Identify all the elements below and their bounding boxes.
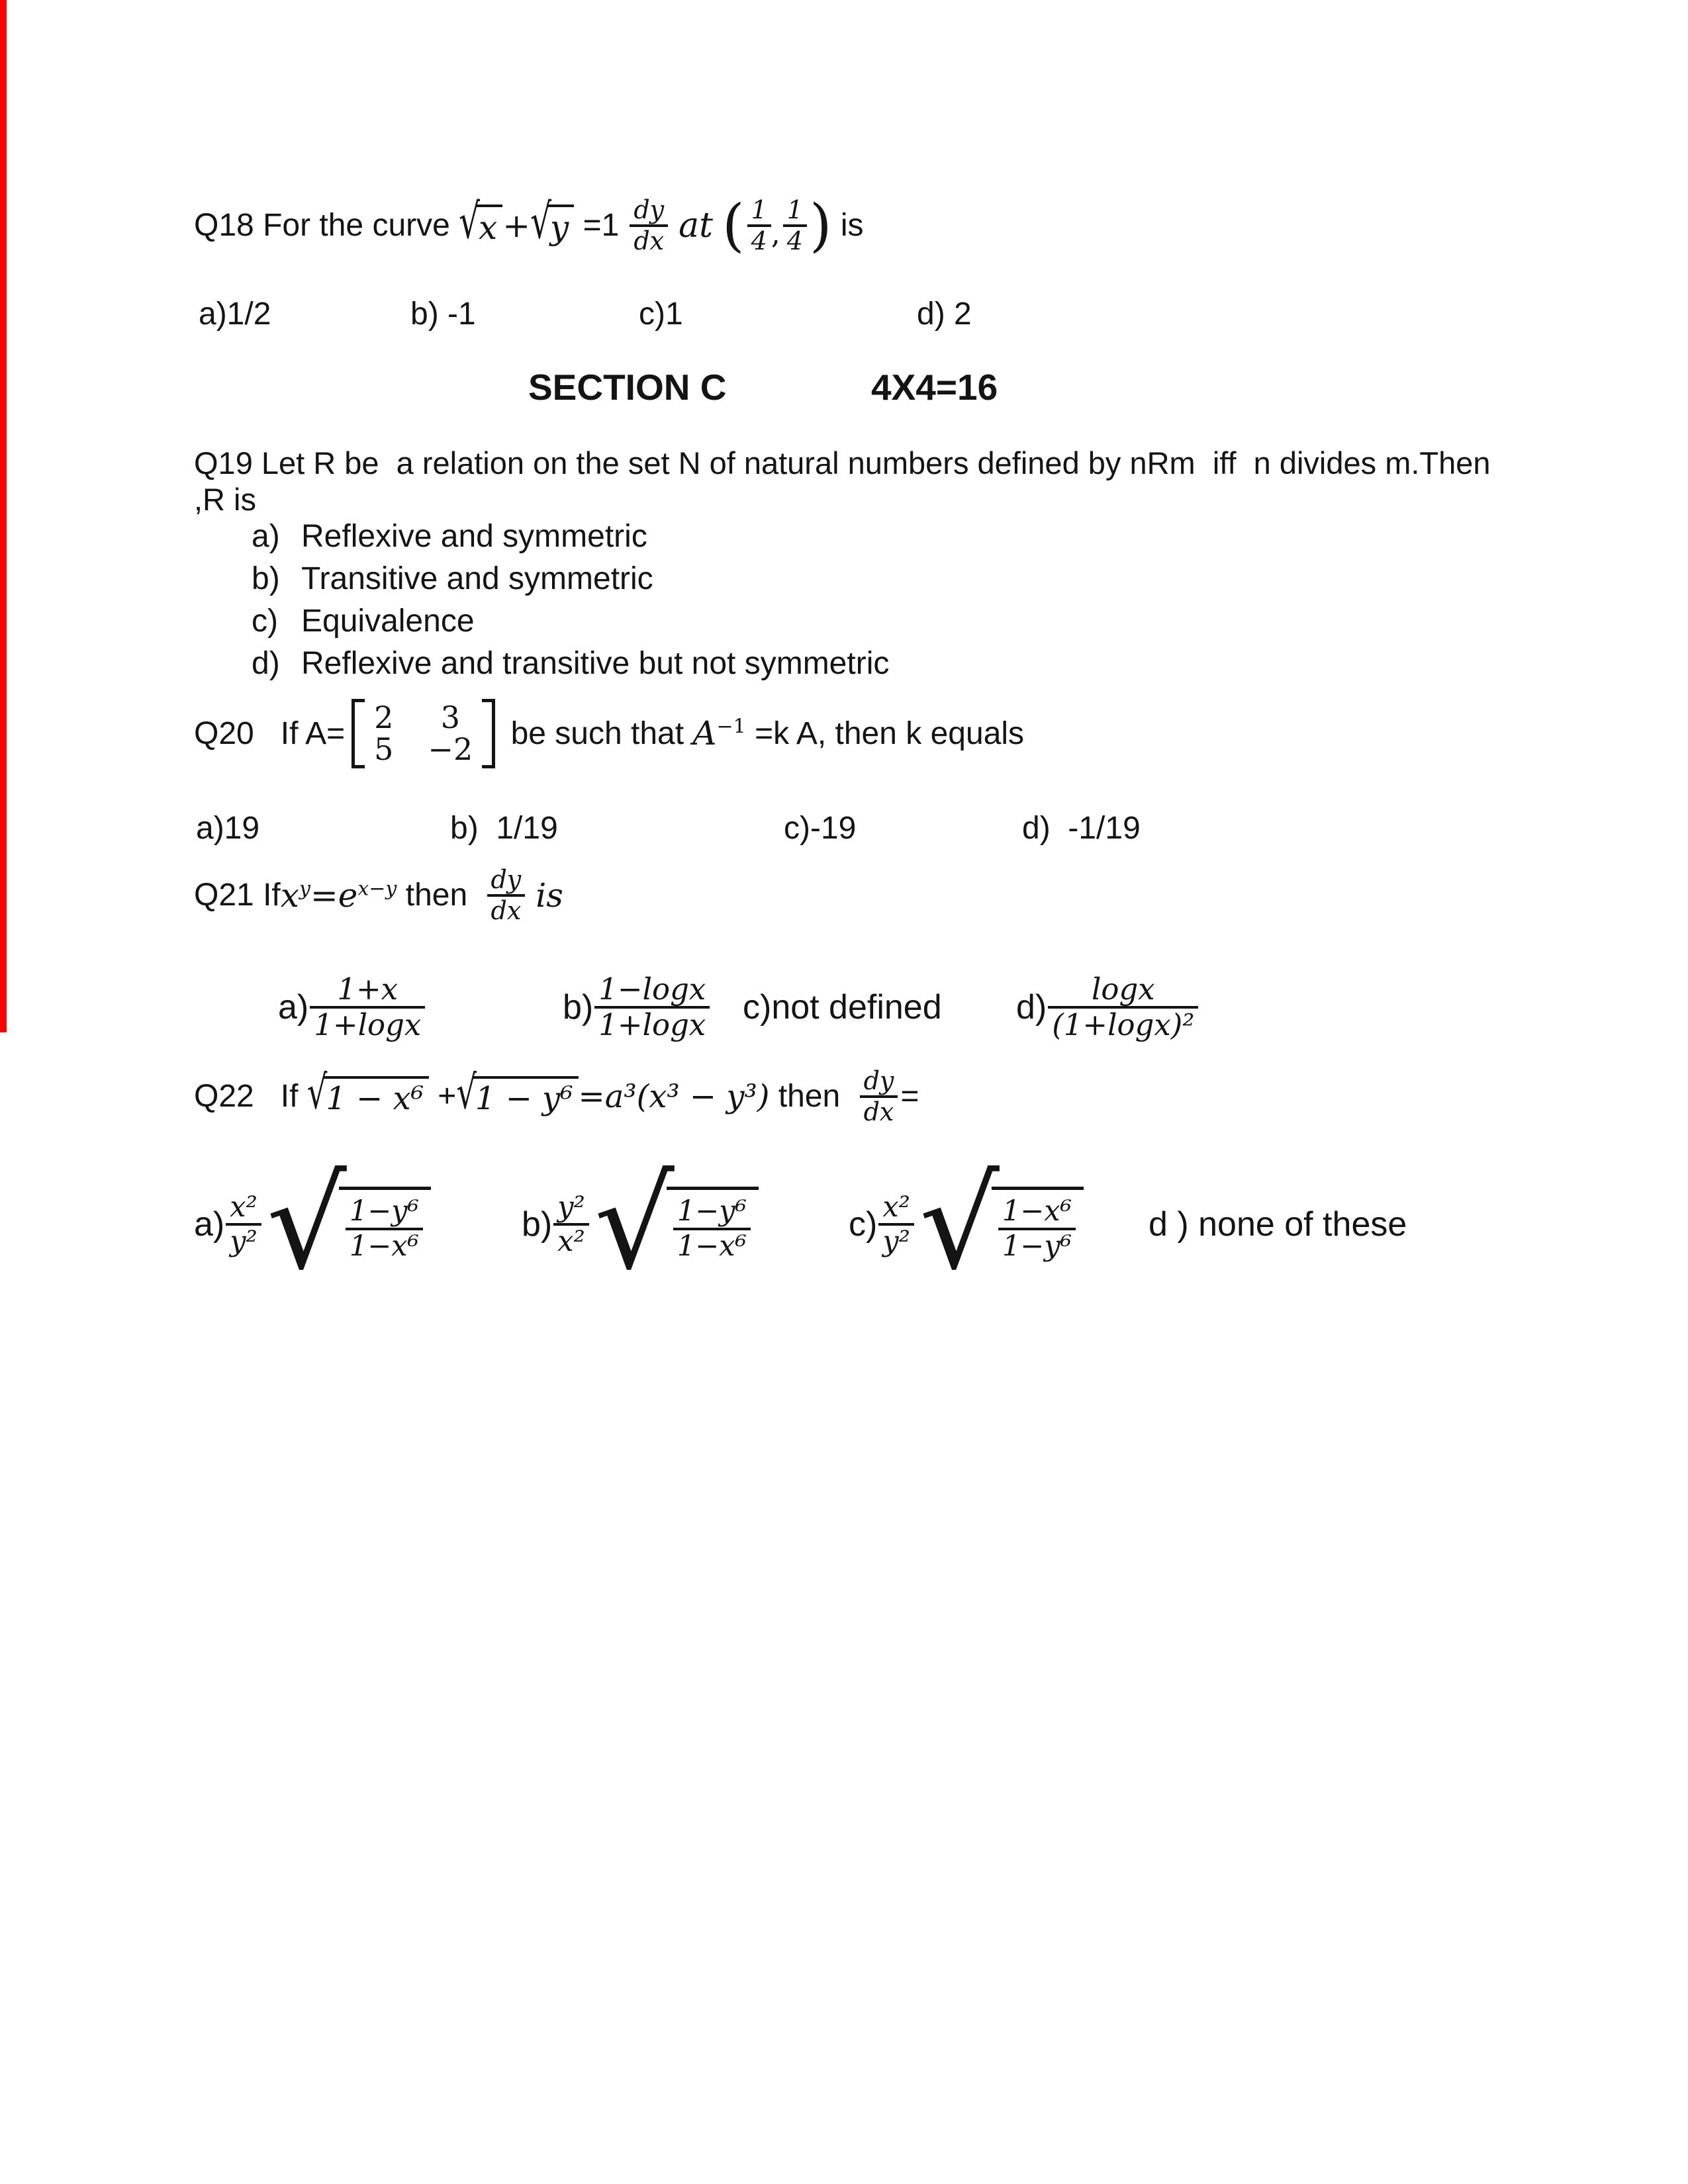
radical-sign: √ bbox=[530, 193, 552, 250]
radicand-fraction bbox=[673, 1195, 751, 1261]
radicand-fraction bbox=[998, 1195, 1076, 1261]
matrix-cell-r1c1: 2 bbox=[374, 700, 394, 735]
q22-then: then bbox=[769, 1079, 849, 1115]
base-x: x bbox=[280, 876, 299, 915]
fraction-denominator: 4 bbox=[783, 224, 807, 255]
q22-option-a bbox=[194, 1150, 431, 1297]
q22-option-d: d ) none of these bbox=[1149, 1205, 1407, 1244]
option-marker: d) bbox=[1016, 988, 1047, 1026]
q21-then: then bbox=[397, 878, 477, 913]
matrix-cell-r2c2: −2 bbox=[428, 731, 473, 768]
matrix-bracket-right bbox=[482, 699, 495, 768]
option-marker: b) bbox=[563, 988, 594, 1026]
fraction-numerator: x² bbox=[230, 1190, 258, 1224]
q20-a-inverse bbox=[692, 714, 745, 752]
left-margin-red-bar bbox=[0, 0, 7, 1032]
matrix-entries bbox=[365, 699, 482, 768]
q19-option-d-text: Reflexive and transitive but not symmetric bbox=[301, 646, 890, 681]
equals-e: =e bbox=[310, 876, 358, 915]
q22-option-b bbox=[522, 1150, 759, 1297]
q18-suffix: is bbox=[831, 208, 864, 244]
q21-option-c: c)not defined bbox=[743, 988, 942, 1026]
fraction-numerator: 1 bbox=[751, 195, 767, 224]
fraction-denominator: x² bbox=[553, 1223, 589, 1257]
fraction-numerator: 1 bbox=[786, 195, 803, 224]
radical-sign: √ bbox=[594, 1150, 675, 1297]
section-c-marks: 4X4=16 bbox=[871, 367, 998, 408]
radicand bbox=[667, 1187, 759, 1261]
q18-quarter-1 bbox=[747, 196, 771, 255]
q20-mid: be such that bbox=[502, 715, 693, 751]
fraction-denominator: (1+logx)² bbox=[1048, 1006, 1198, 1042]
fraction-numerator: y² bbox=[557, 1190, 585, 1224]
q20-prefix: Q20 If A= bbox=[194, 715, 346, 751]
fraction-numerator: dy bbox=[633, 195, 665, 224]
q18-equals-one: =1 bbox=[574, 208, 620, 244]
q21-e-power bbox=[310, 876, 397, 915]
fraction-numerator: 1−y⁶ bbox=[349, 1195, 419, 1228]
q18-option-d: d) 2 bbox=[917, 296, 972, 332]
option-marker: a) bbox=[194, 1205, 225, 1244]
q20-suffix: =k A, then k equals bbox=[745, 715, 1025, 751]
inverse-exponent: −1 bbox=[716, 715, 746, 739]
fraction-denominator: 4 bbox=[747, 224, 771, 255]
q19-option-c-marker: c) bbox=[252, 604, 278, 639]
radical-sign: √ bbox=[919, 1150, 1000, 1297]
fraction-denominator: 1−x⁶ bbox=[673, 1228, 751, 1262]
option-marker: c) bbox=[849, 1205, 878, 1244]
question-q21 bbox=[194, 866, 563, 925]
fraction-numerator: x² bbox=[882, 1190, 910, 1224]
fraction-numerator: 1−y⁶ bbox=[677, 1195, 747, 1228]
q18-sqrt-x bbox=[459, 193, 502, 250]
q19-option-a-text: Reflexive and symmetric bbox=[301, 519, 647, 554]
radical-sign: √ bbox=[459, 193, 481, 250]
fraction-denominator: 1−y⁶ bbox=[998, 1228, 1076, 1262]
a-symbol: A bbox=[692, 714, 717, 753]
fraction-denominator: 1+logx bbox=[594, 1006, 710, 1042]
q20-option-c: c)-19 bbox=[784, 811, 857, 846]
section-c-title: SECTION C bbox=[528, 367, 727, 408]
q20-matrix bbox=[352, 699, 495, 768]
close-paren: ) bbox=[809, 192, 832, 259]
q18-quarter-2 bbox=[783, 196, 807, 255]
q22-sqrt-2 bbox=[456, 1066, 578, 1120]
q18-dy-dx-fraction bbox=[630, 196, 668, 255]
open-paren: ( bbox=[722, 192, 745, 259]
q18-at: at bbox=[679, 205, 714, 246]
q19-option-c-text: Equivalence bbox=[301, 604, 475, 639]
q21-is: is bbox=[536, 876, 563, 915]
option-fraction bbox=[1048, 973, 1198, 1042]
q21-dy-dx-fraction bbox=[487, 866, 525, 925]
radicand-fraction bbox=[346, 1195, 423, 1261]
q19-option-b-text: Transitive and symmetric bbox=[301, 561, 653, 596]
q18-option-b: b) -1 bbox=[410, 296, 476, 332]
fraction-numerator: 1−x⁶ bbox=[1002, 1195, 1072, 1228]
radical-sign: √ bbox=[266, 1150, 347, 1297]
q22-plus: + bbox=[428, 1079, 457, 1115]
radical-sign: √ bbox=[456, 1066, 477, 1120]
q18-plus: + bbox=[502, 206, 531, 245]
fraction-numerator: 1−logx bbox=[598, 971, 706, 1007]
q19-option-a-marker: a) bbox=[252, 519, 280, 554]
radicand: 1 − y⁶ bbox=[473, 1076, 579, 1117]
q20-option-d: d) -1/19 bbox=[1022, 811, 1141, 846]
question-q19: Q19 Let R be a relation on the set N of natural numbers defined by nRm iff n divides m.Then ,R is bbox=[194, 445, 1499, 517]
q22-equals: = bbox=[900, 1079, 919, 1115]
fraction-numerator: 1+x bbox=[337, 971, 399, 1007]
option-marker: a) bbox=[278, 988, 309, 1026]
q22-option-c bbox=[849, 1150, 1084, 1297]
q19-option-b-marker: b) bbox=[252, 561, 280, 596]
radicand bbox=[339, 1187, 431, 1261]
q22-sqrt-1 bbox=[306, 1066, 429, 1120]
q22-prefix: Q22 If bbox=[194, 1079, 307, 1115]
q21-option-a bbox=[278, 954, 425, 1060]
coefficient-fraction bbox=[226, 1191, 261, 1257]
fraction-numerator: logx bbox=[1091, 971, 1155, 1007]
q20-option-a: a)19 bbox=[196, 811, 260, 846]
q18-prefix: Q18 For the curve bbox=[194, 208, 459, 244]
question-q20 bbox=[194, 699, 1024, 768]
fraction-denominator: dx bbox=[860, 1095, 898, 1126]
radical-over-fraction bbox=[594, 1150, 759, 1297]
matrix-cell-r1c2: 3 bbox=[440, 700, 460, 735]
q18-option-a: a)1/2 bbox=[199, 296, 271, 332]
matrix-bracket-left bbox=[352, 699, 365, 768]
coefficient-fraction bbox=[553, 1191, 589, 1257]
fraction-denominator: y² bbox=[878, 1223, 914, 1257]
q22-dy-dx-fraction bbox=[860, 1067, 898, 1126]
radical-sign: √ bbox=[306, 1066, 328, 1120]
q21-prefix: Q21 If bbox=[194, 878, 281, 913]
fraction-denominator: dx bbox=[487, 894, 526, 925]
q18-radicand-y: y bbox=[547, 205, 574, 247]
q18-option-c: c)1 bbox=[639, 296, 683, 332]
question-q22 bbox=[194, 1067, 919, 1126]
radicand bbox=[992, 1187, 1084, 1261]
q21-option-d bbox=[1016, 954, 1198, 1060]
coefficient-fraction bbox=[878, 1191, 914, 1257]
q20-option-b: b) 1/19 bbox=[450, 811, 558, 846]
q21-option-b bbox=[563, 954, 710, 1060]
option-marker: b) bbox=[522, 1205, 553, 1244]
fraction-denominator: y² bbox=[226, 1223, 261, 1257]
exponent-y: y bbox=[299, 876, 310, 900]
q22-rhs: =a³(x³ − y³) bbox=[578, 1077, 770, 1115]
fraction-numerator: dy bbox=[863, 1066, 894, 1095]
question-q18 bbox=[194, 192, 864, 259]
q19-option-d-marker: d) bbox=[252, 646, 280, 681]
fraction-denominator: 1+logx bbox=[310, 1006, 425, 1042]
radical-over-fraction bbox=[266, 1150, 431, 1297]
fraction-denominator: dx bbox=[630, 224, 668, 255]
q18-sqrt-y bbox=[530, 193, 574, 250]
q18-radicand-x: x bbox=[476, 205, 502, 247]
radicand: 1 − x⁶ bbox=[323, 1076, 429, 1117]
exponent-x-minus-y: x−y bbox=[357, 876, 397, 900]
q21-x-power-y bbox=[281, 876, 310, 915]
fraction-denominator: 1−x⁶ bbox=[346, 1228, 423, 1262]
option-fraction bbox=[310, 973, 425, 1042]
radical-over-fraction bbox=[919, 1150, 1084, 1297]
option-fraction bbox=[594, 973, 710, 1042]
matrix-cell-r2c1: 5 bbox=[374, 731, 394, 768]
fraction-numerator: dy bbox=[491, 865, 522, 894]
q18-comma: , bbox=[771, 217, 780, 251]
